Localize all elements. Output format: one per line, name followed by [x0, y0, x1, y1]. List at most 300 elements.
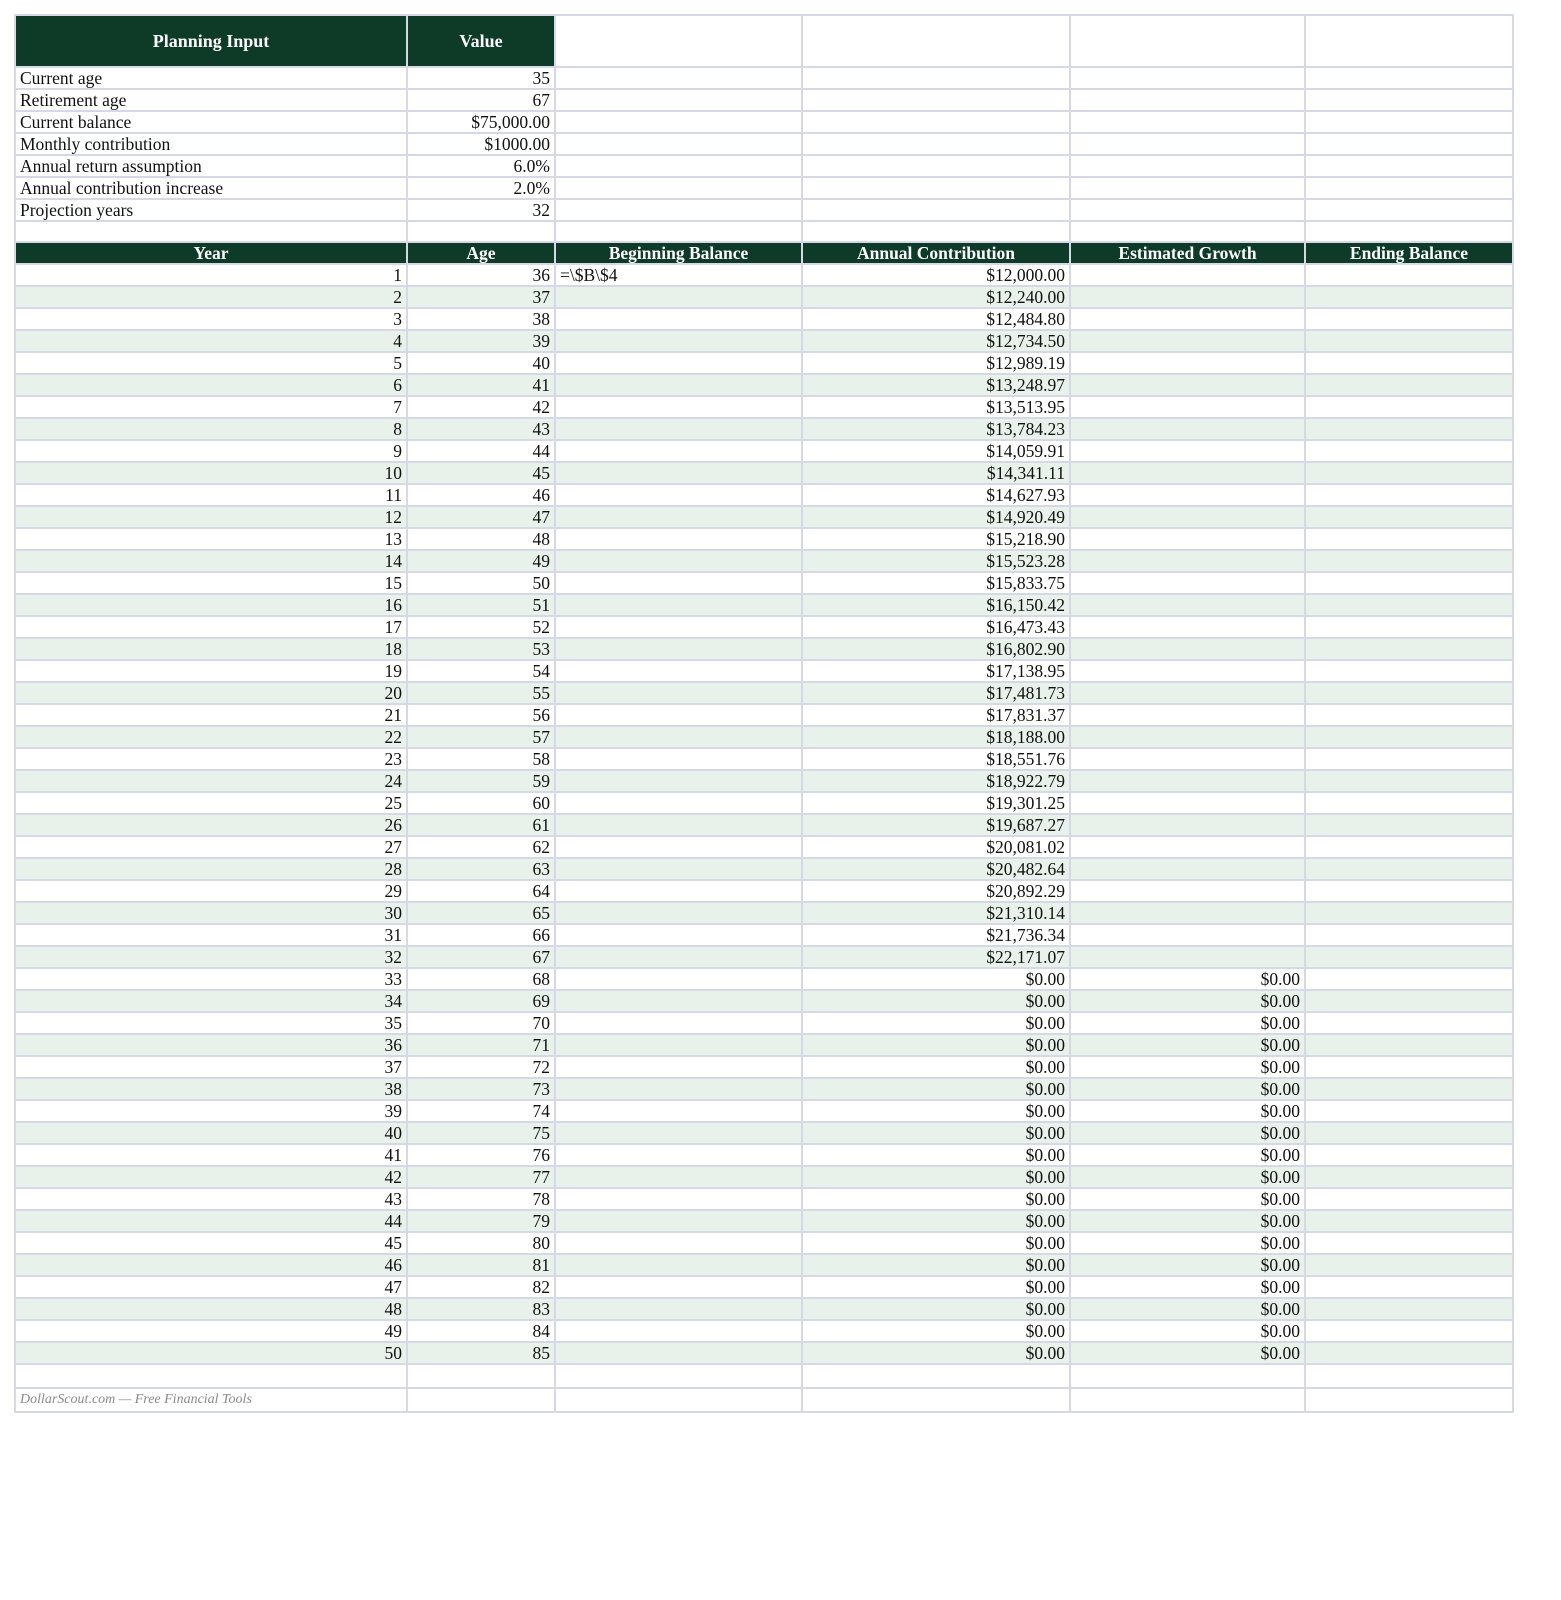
estimated-growth-cell[interactable] — [1070, 682, 1305, 704]
estimated-growth-cell[interactable]: $0.00 — [1070, 968, 1305, 990]
beginning-balance-cell[interactable] — [555, 1232, 802, 1254]
annual-contribution-cell[interactable]: $13,248.97 — [802, 374, 1070, 396]
ending-balance-cell[interactable] — [1305, 704, 1513, 726]
empty-cell[interactable] — [1070, 155, 1305, 177]
annual-contribution-cell[interactable]: $14,059.91 — [802, 440, 1070, 462]
empty-cell[interactable] — [555, 89, 802, 111]
beginning-balance-cell[interactable] — [555, 1320, 802, 1342]
annual-contribution-cell[interactable]: $14,920.49 — [802, 506, 1070, 528]
input-value[interactable]: 32 — [407, 199, 555, 221]
estimated-growth-cell[interactable] — [1070, 440, 1305, 462]
ending-balance-cell[interactable] — [1305, 352, 1513, 374]
ending-balance-cell[interactable] — [1305, 330, 1513, 352]
annual-contribution-cell[interactable]: $20,081.02 — [802, 836, 1070, 858]
empty-cell[interactable] — [802, 155, 1070, 177]
ending-balance-cell[interactable] — [1305, 1144, 1513, 1166]
year-cell[interactable]: 19 — [15, 660, 407, 682]
annual-contribution-cell[interactable]: $12,240.00 — [802, 286, 1070, 308]
annual-contribution-cell[interactable]: $0.00 — [802, 1122, 1070, 1144]
estimated-growth-cell[interactable]: $0.00 — [1070, 1100, 1305, 1122]
ending-balance-cell[interactable] — [1305, 902, 1513, 924]
age-cell[interactable]: 48 — [407, 528, 555, 550]
ending-balance-cell[interactable] — [1305, 1056, 1513, 1078]
estimated-growth-cell[interactable] — [1070, 924, 1305, 946]
empty-cell[interactable] — [1070, 1388, 1305, 1412]
empty-cell[interactable] — [1070, 1364, 1305, 1388]
annual-contribution-cell[interactable]: $15,523.28 — [802, 550, 1070, 572]
annual-contribution-cell[interactable]: $17,138.95 — [802, 660, 1070, 682]
year-cell[interactable]: 44 — [15, 1210, 407, 1232]
ending-balance-cell[interactable] — [1305, 550, 1513, 572]
annual-contribution-cell[interactable]: $0.00 — [802, 1012, 1070, 1034]
year-cell[interactable]: 17 — [15, 616, 407, 638]
age-cell[interactable]: 46 — [407, 484, 555, 506]
input-value[interactable]: 2.0% — [407, 177, 555, 199]
year-cell[interactable]: 46 — [15, 1254, 407, 1276]
year-cell[interactable]: 50 — [15, 1342, 407, 1364]
year-cell[interactable]: 31 — [15, 924, 407, 946]
beginning-balance-cell[interactable] — [555, 330, 802, 352]
beginning-balance-cell[interactable] — [555, 770, 802, 792]
estimated-growth-cell[interactable]: $0.00 — [1070, 1342, 1305, 1364]
empty-cell[interactable] — [555, 1388, 802, 1412]
estimated-growth-cell[interactable]: $0.00 — [1070, 1276, 1305, 1298]
year-cell[interactable]: 6 — [15, 374, 407, 396]
annual-contribution-cell[interactable]: $0.00 — [802, 1342, 1070, 1364]
year-cell[interactable]: 49 — [15, 1320, 407, 1342]
year-cell[interactable]: 40 — [15, 1122, 407, 1144]
beginning-balance-cell[interactable] — [555, 748, 802, 770]
age-cell[interactable]: 52 — [407, 616, 555, 638]
estimated-growth-cell[interactable]: $0.00 — [1070, 1188, 1305, 1210]
annual-contribution-cell[interactable]: $20,892.29 — [802, 880, 1070, 902]
ending-balance-cell[interactable] — [1305, 1188, 1513, 1210]
ending-balance-cell[interactable] — [1305, 528, 1513, 550]
input-label[interactable]: Projection years — [15, 199, 407, 221]
estimated-growth-cell[interactable] — [1070, 594, 1305, 616]
age-cell[interactable]: 79 — [407, 1210, 555, 1232]
ending-balance-cell[interactable] — [1305, 880, 1513, 902]
beginning-balance-cell[interactable] — [555, 440, 802, 462]
estimated-growth-cell[interactable] — [1070, 792, 1305, 814]
year-cell[interactable]: 38 — [15, 1078, 407, 1100]
annual-contribution-cell[interactable]: $19,301.25 — [802, 792, 1070, 814]
ending-balance-cell[interactable] — [1305, 682, 1513, 704]
ending-balance-cell[interactable] — [1305, 1012, 1513, 1034]
input-label[interactable]: Retirement age — [15, 89, 407, 111]
estimated-growth-cell[interactable] — [1070, 836, 1305, 858]
estimated-growth-cell[interactable] — [1070, 374, 1305, 396]
estimated-growth-cell[interactable] — [1070, 748, 1305, 770]
empty-cell[interactable] — [1305, 89, 1513, 111]
beginning-balance-cell[interactable] — [555, 594, 802, 616]
value-header[interactable]: Value — [407, 15, 555, 67]
empty-cell[interactable] — [1070, 133, 1305, 155]
beginning-balance-cell[interactable] — [555, 682, 802, 704]
estimated-growth-cell[interactable] — [1070, 484, 1305, 506]
estimated-growth-cell[interactable] — [1070, 880, 1305, 902]
year-cell[interactable]: 35 — [15, 1012, 407, 1034]
ending-balance-cell[interactable] — [1305, 264, 1513, 286]
estimated-growth-cell[interactable]: $0.00 — [1070, 1012, 1305, 1034]
estimated-growth-cell[interactable]: $0.00 — [1070, 1122, 1305, 1144]
annual-contribution-cell[interactable]: $0.00 — [802, 968, 1070, 990]
year-cell[interactable]: 8 — [15, 418, 407, 440]
year-cell[interactable]: 23 — [15, 748, 407, 770]
beginning-balance-cell[interactable] — [555, 1056, 802, 1078]
ending-balance-cell[interactable] — [1305, 990, 1513, 1012]
year-cell[interactable]: 16 — [15, 594, 407, 616]
ending-balance-cell[interactable] — [1305, 396, 1513, 418]
age-cell[interactable]: 64 — [407, 880, 555, 902]
beginning-balance-cell[interactable] — [555, 616, 802, 638]
estimated-growth-cell[interactable]: $0.00 — [1070, 1144, 1305, 1166]
annual-contribution-cell[interactable]: $12,484.80 — [802, 308, 1070, 330]
beginning-balance-cell[interactable] — [555, 814, 802, 836]
beginning-balance-cell[interactable] — [555, 418, 802, 440]
beginning-balance-cell[interactable] — [555, 1188, 802, 1210]
year-cell[interactable]: 33 — [15, 968, 407, 990]
age-cell[interactable]: 73 — [407, 1078, 555, 1100]
estimated-growth-cell[interactable] — [1070, 858, 1305, 880]
beginning-balance-cell[interactable] — [555, 1276, 802, 1298]
year-cell[interactable]: 28 — [15, 858, 407, 880]
estimated-growth-cell[interactable] — [1070, 814, 1305, 836]
beginning-balance-cell[interactable] — [555, 528, 802, 550]
year-cell[interactable]: 25 — [15, 792, 407, 814]
ending-balance-cell[interactable] — [1305, 308, 1513, 330]
age-cell[interactable]: 63 — [407, 858, 555, 880]
age-cell[interactable]: 69 — [407, 990, 555, 1012]
annual-contribution-cell[interactable]: $0.00 — [802, 990, 1070, 1012]
ending-balance-cell[interactable] — [1305, 286, 1513, 308]
ending-balance-cell[interactable] — [1305, 594, 1513, 616]
age-cell[interactable]: 82 — [407, 1276, 555, 1298]
beginning-balance-cell[interactable] — [555, 726, 802, 748]
input-label[interactable]: Monthly contribution — [15, 133, 407, 155]
estimated-growth-cell[interactable] — [1070, 396, 1305, 418]
age-cell[interactable]: 70 — [407, 1012, 555, 1034]
ending-balance-cell[interactable] — [1305, 1100, 1513, 1122]
beginning-balance-cell[interactable] — [555, 858, 802, 880]
annual-contribution-cell[interactable]: $12,989.19 — [802, 352, 1070, 374]
year-cell[interactable]: 20 — [15, 682, 407, 704]
empty-cell[interactable] — [1305, 133, 1513, 155]
age-cell[interactable]: 75 — [407, 1122, 555, 1144]
beginning-balance-cell[interactable]: =\$B\$4 — [555, 264, 802, 286]
age-cell[interactable]: 56 — [407, 704, 555, 726]
input-label[interactable]: Current age — [15, 67, 407, 89]
age-cell[interactable]: 80 — [407, 1232, 555, 1254]
year-cell[interactable]: 26 — [15, 814, 407, 836]
age-cell[interactable]: 84 — [407, 1320, 555, 1342]
estimated-growth-cell[interactable] — [1070, 902, 1305, 924]
empty-cell[interactable] — [1070, 15, 1305, 67]
annual-contribution-cell[interactable]: $0.00 — [802, 1056, 1070, 1078]
year-cell[interactable]: 9 — [15, 440, 407, 462]
year-cell[interactable]: 29 — [15, 880, 407, 902]
beginning-balance-cell[interactable] — [555, 990, 802, 1012]
age-cell[interactable]: 40 — [407, 352, 555, 374]
ending-balance-cell[interactable] — [1305, 1210, 1513, 1232]
year-cell[interactable]: 32 — [15, 946, 407, 968]
ending-balance-cell[interactable] — [1305, 1342, 1513, 1364]
empty-cell[interactable] — [802, 133, 1070, 155]
estimated-growth-cell[interactable] — [1070, 726, 1305, 748]
ending-balance-cell[interactable] — [1305, 1232, 1513, 1254]
beginning-balance-cell[interactable] — [555, 572, 802, 594]
input-value[interactable]: $75,000.00 — [407, 111, 555, 133]
year-cell[interactable]: 12 — [15, 506, 407, 528]
empty-cell[interactable] — [802, 111, 1070, 133]
empty-cell[interactable] — [555, 155, 802, 177]
annual-contribution-cell[interactable]: $17,831.37 — [802, 704, 1070, 726]
year-cell[interactable]: 21 — [15, 704, 407, 726]
empty-cell[interactable] — [802, 67, 1070, 89]
beginning-balance-cell[interactable] — [555, 660, 802, 682]
annual-contribution-cell[interactable]: $0.00 — [802, 1232, 1070, 1254]
beginning-balance-cell[interactable] — [555, 506, 802, 528]
beginning-balance-cell[interactable] — [555, 286, 802, 308]
age-cell[interactable]: 72 — [407, 1056, 555, 1078]
age-cell[interactable]: 78 — [407, 1188, 555, 1210]
year-cell[interactable]: 27 — [15, 836, 407, 858]
annual-contribution-cell[interactable]: $0.00 — [802, 1320, 1070, 1342]
year-cell[interactable]: 1 — [15, 264, 407, 286]
age-cell[interactable]: 67 — [407, 946, 555, 968]
year-cell[interactable]: 15 — [15, 572, 407, 594]
annual-contribution-cell[interactable]: $13,513.95 — [802, 396, 1070, 418]
age-cell[interactable]: 59 — [407, 770, 555, 792]
estimated-growth-cell[interactable] — [1070, 528, 1305, 550]
empty-cell[interactable] — [15, 1364, 407, 1388]
empty-cell[interactable] — [555, 133, 802, 155]
ending-balance-cell[interactable] — [1305, 726, 1513, 748]
annual-contribution-cell[interactable]: $13,784.23 — [802, 418, 1070, 440]
ending-balance-cell[interactable] — [1305, 616, 1513, 638]
beginning-balance-cell[interactable] — [555, 1122, 802, 1144]
beginning-balance-cell[interactable] — [555, 352, 802, 374]
annual-contribution-cell[interactable]: $0.00 — [802, 1210, 1070, 1232]
age-cell[interactable]: 76 — [407, 1144, 555, 1166]
input-value[interactable]: $1000.00 — [407, 133, 555, 155]
annual-contribution-cell[interactable]: $12,000.00 — [802, 264, 1070, 286]
annual-contribution-cell[interactable]: $18,188.00 — [802, 726, 1070, 748]
estimated-growth-cell[interactable] — [1070, 418, 1305, 440]
age-cell[interactable]: 61 — [407, 814, 555, 836]
empty-cell[interactable] — [555, 15, 802, 67]
beginning-balance-cell[interactable] — [555, 902, 802, 924]
ending-balance-cell[interactable] — [1305, 1298, 1513, 1320]
estimated-growth-header[interactable]: Estimated Growth — [1070, 242, 1305, 264]
age-cell[interactable]: 50 — [407, 572, 555, 594]
ending-balance-cell[interactable] — [1305, 858, 1513, 880]
ending-balance-cell[interactable] — [1305, 968, 1513, 990]
annual-contribution-cell[interactable]: $12,734.50 — [802, 330, 1070, 352]
year-header[interactable]: Year — [15, 242, 407, 264]
beginning-balance-cell[interactable] — [555, 1144, 802, 1166]
estimated-growth-cell[interactable] — [1070, 638, 1305, 660]
age-cell[interactable]: 41 — [407, 374, 555, 396]
beginning-balance-cell[interactable] — [555, 1034, 802, 1056]
annual-contribution-cell[interactable]: $14,627.93 — [802, 484, 1070, 506]
estimated-growth-cell[interactable] — [1070, 660, 1305, 682]
annual-contribution-cell[interactable]: $0.00 — [802, 1144, 1070, 1166]
year-cell[interactable]: 22 — [15, 726, 407, 748]
empty-cell[interactable] — [1305, 15, 1513, 67]
age-header[interactable]: Age — [407, 242, 555, 264]
annual-contribution-cell[interactable]: $0.00 — [802, 1166, 1070, 1188]
empty-cell[interactable] — [1070, 177, 1305, 199]
year-cell[interactable]: 18 — [15, 638, 407, 660]
year-cell[interactable]: 7 — [15, 396, 407, 418]
estimated-growth-cell[interactable]: $0.00 — [1070, 1078, 1305, 1100]
annual-contribution-cell[interactable]: $16,802.90 — [802, 638, 1070, 660]
age-cell[interactable]: 85 — [407, 1342, 555, 1364]
ending-balance-cell[interactable] — [1305, 836, 1513, 858]
ending-balance-cell[interactable] — [1305, 1034, 1513, 1056]
estimated-growth-cell[interactable]: $0.00 — [1070, 1056, 1305, 1078]
estimated-growth-cell[interactable]: $0.00 — [1070, 1254, 1305, 1276]
age-cell[interactable]: 65 — [407, 902, 555, 924]
beginning-balance-cell[interactable] — [555, 1078, 802, 1100]
empty-cell[interactable] — [555, 199, 802, 221]
beginning-balance-cell[interactable] — [555, 1254, 802, 1276]
empty-cell[interactable] — [802, 199, 1070, 221]
ending-balance-cell[interactable] — [1305, 440, 1513, 462]
beginning-balance-cell[interactable] — [555, 1166, 802, 1188]
estimated-growth-cell[interactable] — [1070, 462, 1305, 484]
estimated-growth-cell[interactable]: $0.00 — [1070, 1320, 1305, 1342]
estimated-growth-cell[interactable] — [1070, 352, 1305, 374]
age-cell[interactable]: 58 — [407, 748, 555, 770]
age-cell[interactable]: 36 — [407, 264, 555, 286]
annual-contribution-cell[interactable]: $14,341.11 — [802, 462, 1070, 484]
year-cell[interactable]: 41 — [15, 1144, 407, 1166]
beginning-balance-cell[interactable] — [555, 308, 802, 330]
annual-contribution-cell[interactable]: $0.00 — [802, 1298, 1070, 1320]
year-cell[interactable]: 5 — [15, 352, 407, 374]
ending-balance-cell[interactable] — [1305, 660, 1513, 682]
age-cell[interactable]: 47 — [407, 506, 555, 528]
age-cell[interactable]: 38 — [407, 308, 555, 330]
beginning-balance-cell[interactable] — [555, 792, 802, 814]
empty-cell[interactable] — [802, 89, 1070, 111]
ending-balance-cell[interactable] — [1305, 638, 1513, 660]
estimated-growth-cell[interactable] — [1070, 308, 1305, 330]
annual-contribution-cell[interactable]: $0.00 — [802, 1078, 1070, 1100]
age-cell[interactable]: 81 — [407, 1254, 555, 1276]
footer-credit[interactable]: DollarScout.com — Free Financial Tools — [15, 1388, 407, 1412]
empty-cell[interactable] — [1305, 221, 1513, 242]
annual-contribution-cell[interactable]: $20,482.64 — [802, 858, 1070, 880]
ending-balance-cell[interactable] — [1305, 924, 1513, 946]
ending-balance-cell[interactable] — [1305, 1166, 1513, 1188]
year-cell[interactable]: 11 — [15, 484, 407, 506]
year-cell[interactable]: 37 — [15, 1056, 407, 1078]
beginning-balance-cell[interactable] — [555, 1100, 802, 1122]
empty-cell[interactable] — [555, 177, 802, 199]
ending-balance-cell[interactable] — [1305, 1078, 1513, 1100]
empty-cell[interactable] — [1305, 1388, 1513, 1412]
empty-cell[interactable] — [1305, 177, 1513, 199]
empty-cell[interactable] — [1305, 199, 1513, 221]
age-cell[interactable]: 44 — [407, 440, 555, 462]
input-label[interactable]: Annual return assumption — [15, 155, 407, 177]
annual-contribution-cell[interactable]: $0.00 — [802, 1034, 1070, 1056]
annual-contribution-cell[interactable]: $21,310.14 — [802, 902, 1070, 924]
year-cell[interactable]: 36 — [15, 1034, 407, 1056]
age-cell[interactable]: 77 — [407, 1166, 555, 1188]
ending-balance-cell[interactable] — [1305, 462, 1513, 484]
annual-contribution-cell[interactable]: $18,551.76 — [802, 748, 1070, 770]
beginning-balance-header[interactable]: Beginning Balance — [555, 242, 802, 264]
planning-input-header[interactable]: Planning Input — [15, 15, 407, 67]
year-cell[interactable]: 13 — [15, 528, 407, 550]
annual-contribution-cell[interactable]: $16,473.43 — [802, 616, 1070, 638]
estimated-growth-cell[interactable]: $0.00 — [1070, 1166, 1305, 1188]
beginning-balance-cell[interactable] — [555, 880, 802, 902]
estimated-growth-cell[interactable]: $0.00 — [1070, 1232, 1305, 1254]
year-cell[interactable]: 2 — [15, 286, 407, 308]
annual-contribution-cell[interactable]: $21,736.34 — [802, 924, 1070, 946]
annual-contribution-cell[interactable]: $0.00 — [802, 1188, 1070, 1210]
beginning-balance-cell[interactable] — [555, 550, 802, 572]
age-cell[interactable]: 53 — [407, 638, 555, 660]
estimated-growth-cell[interactable] — [1070, 286, 1305, 308]
age-cell[interactable]: 71 — [407, 1034, 555, 1056]
ending-balance-cell[interactable] — [1305, 792, 1513, 814]
ending-balance-cell[interactable] — [1305, 418, 1513, 440]
beginning-balance-cell[interactable] — [555, 1298, 802, 1320]
annual-contribution-cell[interactable]: $0.00 — [802, 1254, 1070, 1276]
empty-cell[interactable] — [1070, 111, 1305, 133]
empty-cell[interactable] — [1305, 1364, 1513, 1388]
empty-cell[interactable] — [802, 1364, 1070, 1388]
beginning-balance-cell[interactable] — [555, 836, 802, 858]
empty-cell[interactable] — [407, 1364, 555, 1388]
ending-balance-cell[interactable] — [1305, 748, 1513, 770]
age-cell[interactable]: 62 — [407, 836, 555, 858]
age-cell[interactable]: 45 — [407, 462, 555, 484]
annual-contribution-cell[interactable]: $17,481.73 — [802, 682, 1070, 704]
beginning-balance-cell[interactable] — [555, 704, 802, 726]
age-cell[interactable]: 42 — [407, 396, 555, 418]
beginning-balance-cell[interactable] — [555, 484, 802, 506]
empty-cell[interactable] — [555, 221, 802, 242]
year-cell[interactable]: 3 — [15, 308, 407, 330]
empty-cell[interactable] — [1070, 199, 1305, 221]
annual-contribution-cell[interactable]: $19,687.27 — [802, 814, 1070, 836]
year-cell[interactable]: 42 — [15, 1166, 407, 1188]
estimated-growth-cell[interactable] — [1070, 572, 1305, 594]
year-cell[interactable]: 14 — [15, 550, 407, 572]
ending-balance-cell[interactable] — [1305, 814, 1513, 836]
annual-contribution-cell[interactable]: $0.00 — [802, 1276, 1070, 1298]
beginning-balance-cell[interactable] — [555, 1210, 802, 1232]
ending-balance-cell[interactable] — [1305, 506, 1513, 528]
input-value[interactable]: 67 — [407, 89, 555, 111]
year-cell[interactable]: 39 — [15, 1100, 407, 1122]
year-cell[interactable]: 4 — [15, 330, 407, 352]
empty-cell[interactable] — [555, 1364, 802, 1388]
empty-cell[interactable] — [15, 221, 407, 242]
input-value[interactable]: 6.0% — [407, 155, 555, 177]
annual-contribution-cell[interactable]: $18,922.79 — [802, 770, 1070, 792]
year-cell[interactable]: 45 — [15, 1232, 407, 1254]
ending-balance-cell[interactable] — [1305, 1276, 1513, 1298]
beginning-balance-cell[interactable] — [555, 374, 802, 396]
